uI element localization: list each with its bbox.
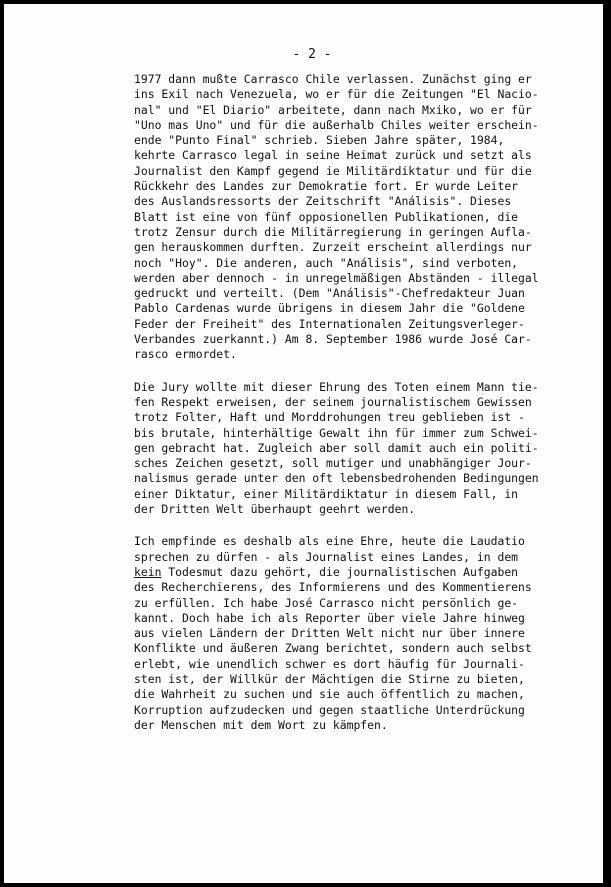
text-line: Verbandes zuerkannt.) Am 8. September 1986 wurde José Car- (134, 332, 532, 347)
text-line: ende "Punto Final" schrieb. Sieben Jahre später, 1984, (134, 133, 505, 148)
paragraph (134, 380, 584, 518)
text-line: Pablo Cardenas wurde übrigens in diesem Jahr die "Goldene (134, 301, 525, 316)
text-line: werden aber dennoch - in unregelmäßigen Abständen - illegal (134, 270, 539, 285)
text-line: aus vielen Ländern der Dritten Welt nicht nur über innere (134, 626, 525, 641)
text-line: des Recherchierens, des Informierens und des Kommentierens (134, 580, 532, 595)
text-line: Korruption aufzudecken und gegen staatliche Unterdrückung (134, 702, 525, 717)
text-line: Journalist den Kampf gegend ie Militärdiktatur und für die (134, 163, 532, 178)
text-line: fen Respekt erweisen, der seinem journalistischem Gewissen (134, 394, 532, 409)
document-page (4, 4, 603, 883)
text-line: nal" und "El Diario" arbeitete, dann nach Mxiko, wo er für (134, 102, 532, 117)
text-line: des Auslandsressorts der Zeitschrift "Análisis". Dieses (134, 194, 512, 209)
text-line: einer Diktatur, einer Militärdiktatur in diesem Fall, in (134, 486, 519, 501)
text-line: sten ist, der Willkür der Mächtigen die Stirne zu bieten, (134, 671, 525, 686)
text-line: kein Todesmut dazu gehört, die journalistischen Aufgaben (134, 564, 519, 579)
text-line: kannt. Doch habe ich als Reporter über viele Jahre hinweg (134, 610, 525, 625)
text-line: Die Jury wollte mit dieser Ehrung des Toten einem Mann tie- (134, 379, 539, 394)
paragraph (134, 72, 584, 363)
text-line: erlebt, wie unendlich schwer es dort häufig für Journali- (134, 656, 525, 671)
text-line: 1977 dann mußte Carrasco Chile verlassen. Zunächst ging er (134, 72, 532, 86)
text-line: der Dritten Welt überhaupt geehrt werden. (134, 502, 416, 517)
text-line: die Wahrheit zu suchen und sie auch öffentlich zu machen, (134, 687, 525, 702)
text-line: gen herauskommen durften. Zurzeit erscheint allerdings nur (134, 240, 532, 255)
text-line: Ich empfinde es deshalb als eine Ehre, heute die Laudatio (134, 534, 525, 549)
text-line: bis brutale, hinterhältige Gewalt ihn für immer zum Schwei- (134, 425, 539, 440)
text-line: ins Exil nach Venezuela, wo er für die Zeitungen "El Nacio- (134, 87, 539, 102)
text-line: "Uno mas Uno" und für die außerhalb Chiles weiter erschein- (134, 117, 539, 132)
text-line: zu erfüllen. Ich habe José Carrasco nicht persönlich ge- (134, 595, 519, 610)
text-line: nalismus gerade unter den oft lebensbedrohenden Bedingungen (134, 471, 539, 486)
text-line: trotz Folter, Haft und Morddrohungen treu geblieben ist - (134, 410, 525, 425)
paragraph (134, 534, 584, 733)
text-line: sches Zeichen gesetzt, soll mutiger und unabhängiger Jour- (134, 456, 532, 471)
text-line: gedruckt und verteilt. (Dem "Análisis"-Chefredakteur Juan (134, 286, 525, 301)
text-line: Konflikte und äußeren Zwang berichtet, sondern auch selbst (134, 641, 532, 656)
page-number: - 2 - (292, 47, 332, 62)
text-line: Feder der Freiheit" des Internationalen Zeitungsverleger- (134, 316, 525, 331)
text-line: trotz Zensur durch die Militärregierung in geringen Aufla- (134, 224, 532, 239)
text-line: Rückkehr des Landes zur Demokratie fort. Er wurde Leiter (134, 179, 519, 194)
text-line: rasco ermordet. (134, 347, 237, 362)
text-line: sprechen zu dürfen - als Journalist eines Landes, in dem (134, 549, 519, 564)
text-line: Blatt ist eine von fünf opposionellen Publikationen, die (134, 209, 519, 224)
text-line: noch "Hoy". Die anderen, auch "Análisis", sind verboten, (134, 255, 519, 270)
body-text (134, 72, 584, 750)
text-line: der Menschen mit dem Wort zu kämpfen. (134, 717, 388, 732)
text-line: kehrte Carrasco legal in seine Heimat zurück und setzt als (134, 148, 532, 163)
text-line: gen gebracht hat. Zugleich aber soll damit auch ein politi- (134, 440, 539, 455)
